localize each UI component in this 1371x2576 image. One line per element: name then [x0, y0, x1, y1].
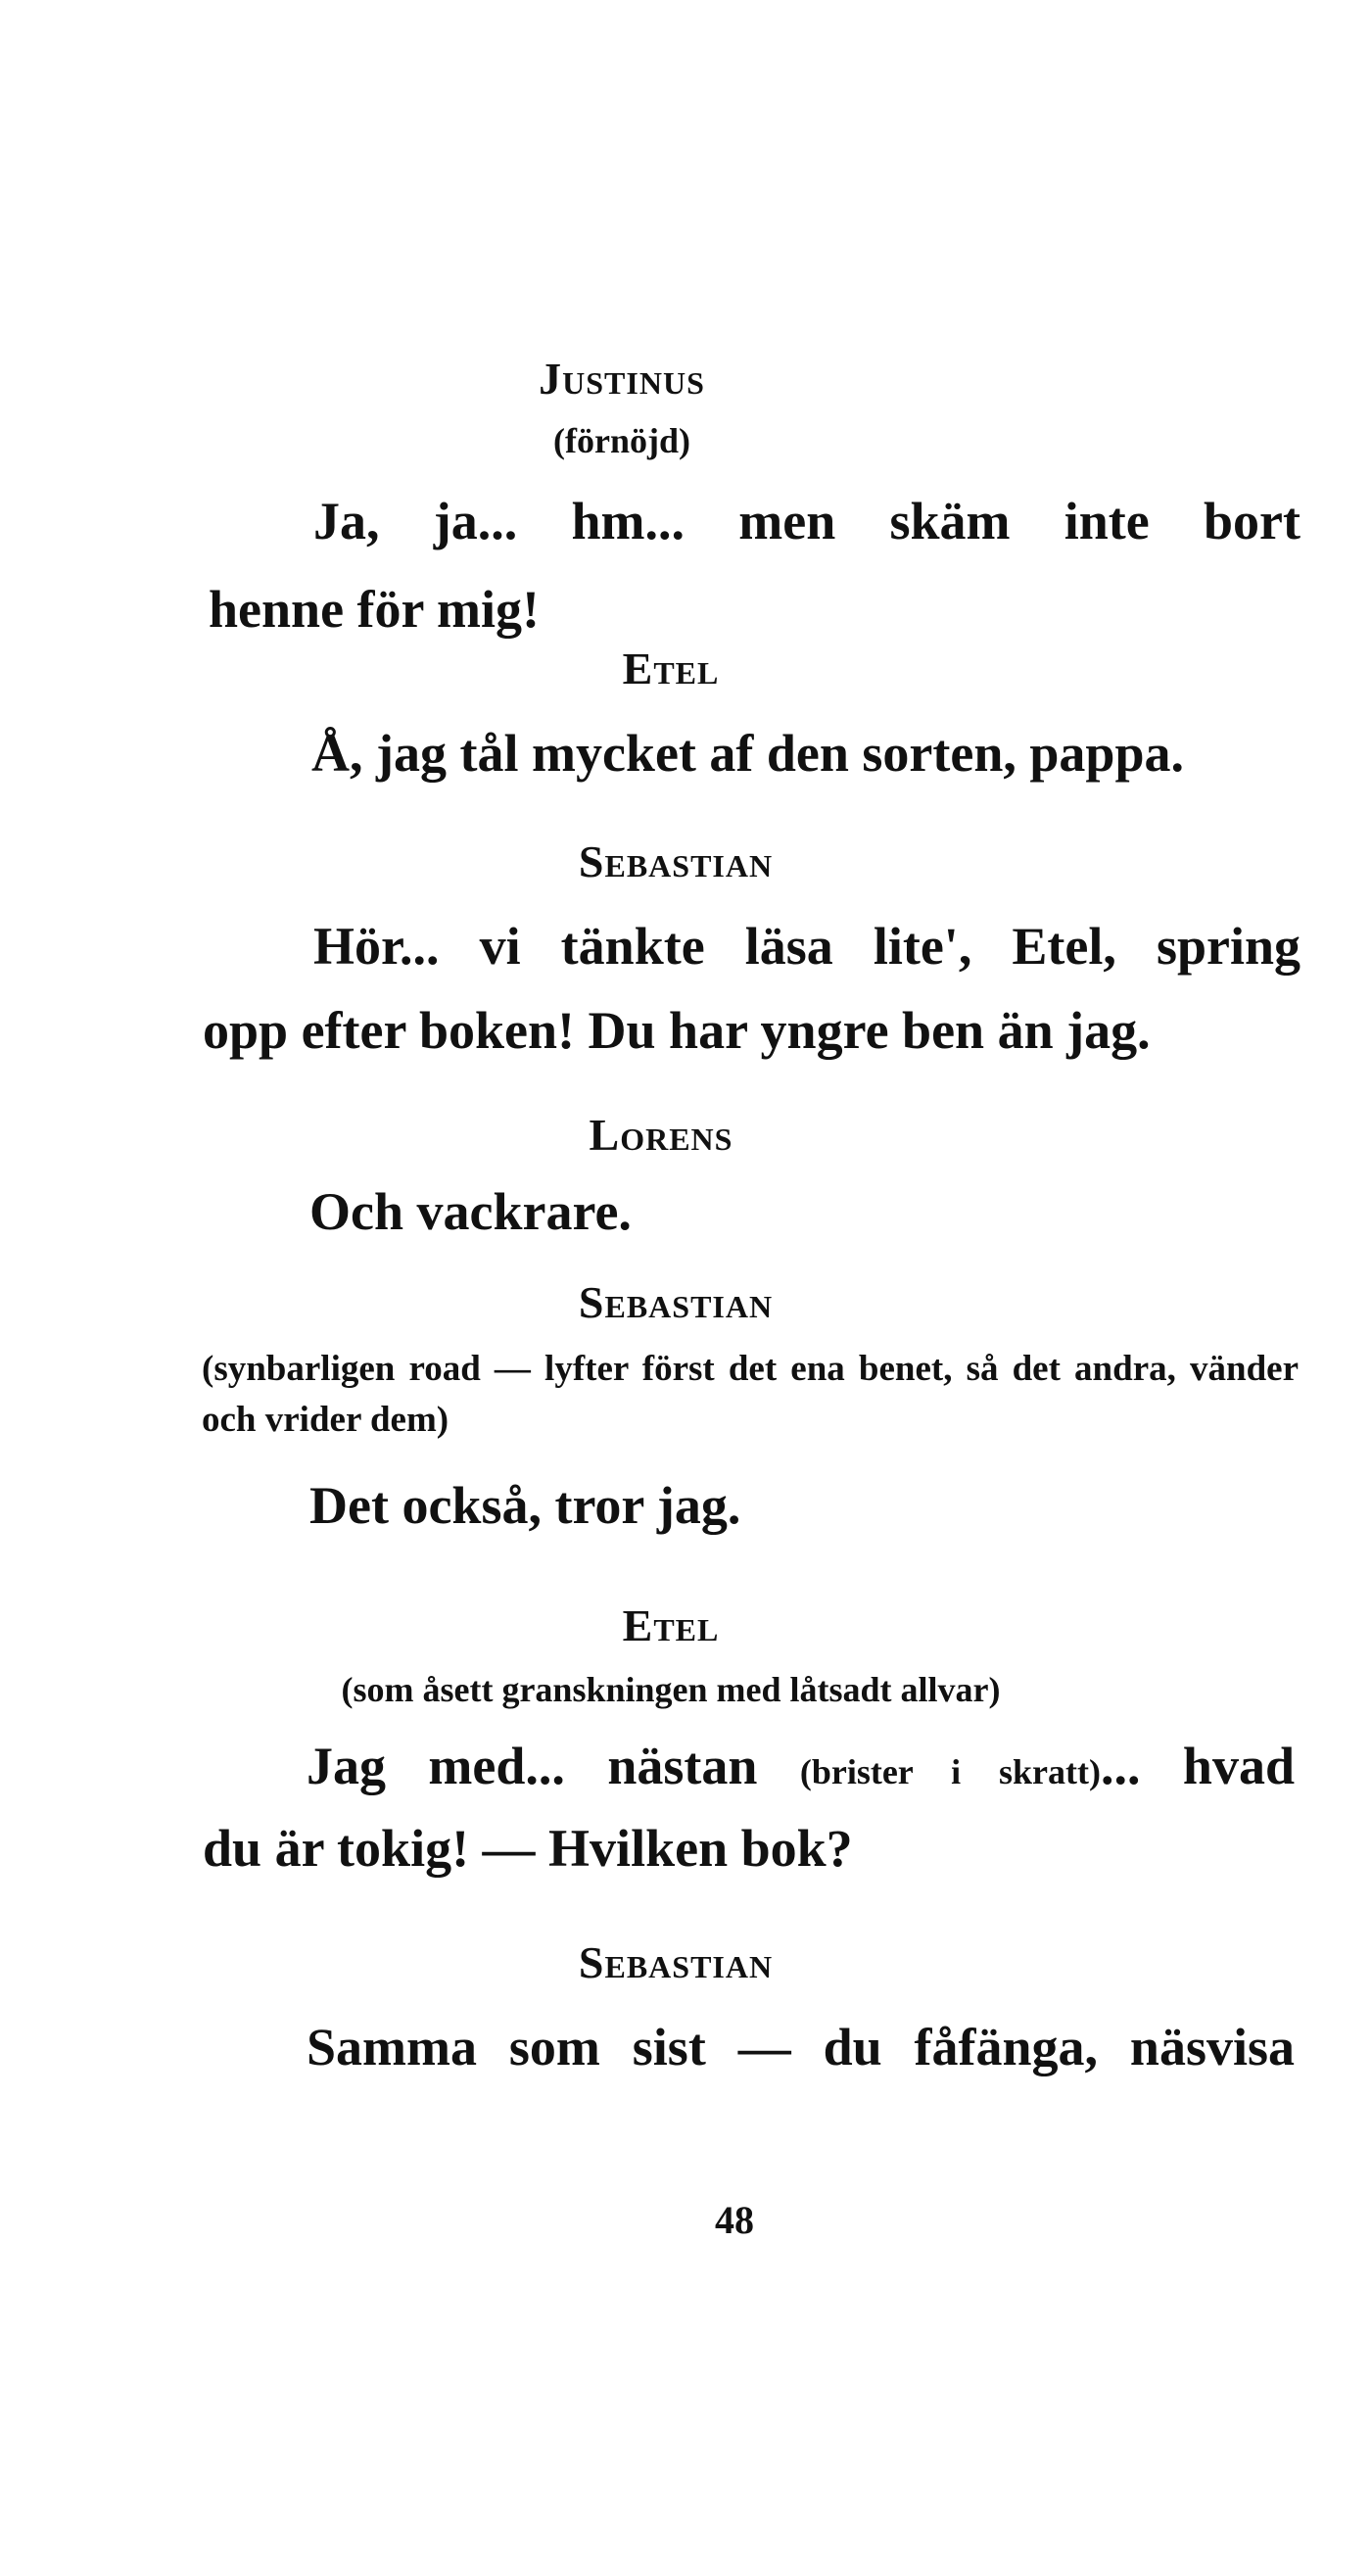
- dialogue-etel-1: Å, jag tål mycket af den sorten, pappa.: [311, 724, 1184, 783]
- speaker-justinus: Justinus: [539, 354, 705, 404]
- dialogue-etel-2-start: Jag med... nästan: [307, 1737, 800, 1795]
- dialogue-sebastian-2: Det också, tror jag.: [309, 1476, 741, 1535]
- dialogue-sebastian-1-line-1: Hör... vi tänkte läsa lite', Etel, spring: [313, 917, 1300, 976]
- speaker-etel-1: Etel: [622, 644, 720, 693]
- stage-direction-sebastian-2: (synbarligen road — lyfter först det ena benet, så det andra, vänder och vrider dem): [202, 1349, 1299, 1440]
- speaker-sebastian-2: Sebastian: [578, 1277, 774, 1327]
- stage-direction-justinus: (förnöjd): [553, 421, 690, 460]
- speaker-sebastian-3: Sebastian: [578, 1937, 774, 1987]
- dialogue-etel-2-line-2: du är tokig! — Hvilken bok?: [203, 1819, 853, 1878]
- dialogue-justinus-line-1: Ja, ja... hm... men skäm inte bort: [313, 492, 1300, 550]
- inline-stage-direction-etel-2: (brister i skratt): [799, 1752, 1101, 1791]
- dialogue-lorens: Och vackrare.: [309, 1182, 632, 1241]
- dialogue-etel-2-end: ... hvad: [1100, 1737, 1295, 1795]
- dialogue-justinus-line-2: henne för mig!: [209, 580, 540, 639]
- page-number: 48: [715, 2198, 754, 2242]
- speaker-lorens: Lorens: [589, 1110, 733, 1160]
- speaker-sebastian-1: Sebastian: [578, 836, 774, 886]
- speaker-etel-2: Etel: [622, 1600, 720, 1650]
- dialogue-etel-2-line-1: [307, 1737, 1295, 1795]
- dialogue-sebastian-1-line-2: opp efter boken! Du har yngre ben än jag.: [203, 1001, 1151, 1060]
- stage-direction-etel-2: (som åsett granskningen med låtsadt allvar): [341, 1670, 1001, 1709]
- dialogue-sebastian-3: Samma som sist — du fåfänga, näsvisa: [307, 2018, 1295, 2076]
